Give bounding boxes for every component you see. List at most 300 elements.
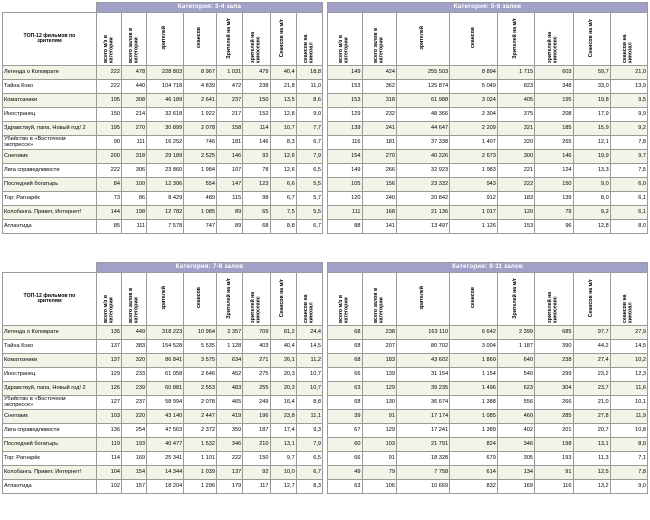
col-header-viewers: зрителей [397, 13, 450, 66]
cell-value: 193 [535, 452, 573, 466]
cell-value: 169 [122, 452, 147, 466]
cell-value: 634 [217, 354, 243, 368]
cell-value: 20,7 [573, 424, 610, 438]
cell-value: 111 [122, 136, 147, 150]
cell-value: 37 338 [397, 136, 450, 150]
cell-value: 126 [96, 382, 121, 396]
cell-value: 137 [96, 354, 121, 368]
cell-value: 8,8 [270, 220, 296, 234]
cell-value: 1 389 [450, 424, 498, 438]
cell-value: 32 923 [397, 164, 450, 178]
table-row [328, 66, 648, 80]
cell-value: 10,1 [610, 396, 647, 410]
cell-value: 405 [497, 94, 534, 108]
film-name: Убийство в «Восточном экспрессе» [3, 136, 97, 150]
cell-value: 65 [243, 206, 270, 220]
cell-value: 36 674 [397, 396, 450, 410]
cell-value: 68 [243, 220, 270, 234]
cell-value: 40,4 [270, 340, 296, 354]
table-row [3, 480, 323, 494]
table-row [3, 396, 323, 410]
cell-value: 107 [217, 164, 243, 178]
cell-value: 823 [497, 80, 534, 94]
cell-value: 318 223 [147, 326, 184, 340]
cell-value: 222 [217, 452, 243, 466]
table-row [3, 150, 323, 164]
cell-value: 96 [535, 220, 573, 234]
cell-value: 39 235 [397, 382, 450, 396]
cell-value: 9,2 [573, 206, 610, 220]
table-row [3, 80, 323, 94]
column-header-row [328, 13, 648, 66]
cell-value: 440 [122, 80, 147, 94]
cell-value: 21,0 [573, 396, 610, 410]
table-row [328, 192, 648, 206]
cell-value: 27,8 [573, 410, 610, 424]
col-header-total-halls: всего залов в категории [122, 273, 147, 326]
cell-value: 111 [328, 206, 363, 220]
cell-value: 91 [362, 452, 397, 466]
cell-value: 12,5 [573, 466, 610, 480]
cell-value: 43 140 [147, 410, 184, 424]
cell-value: 11,6 [610, 382, 647, 396]
cell-value: 66 [328, 368, 363, 382]
table-row [3, 206, 323, 220]
cell-value: 1 860 [450, 354, 498, 368]
cell-value: 14,5 [296, 340, 322, 354]
cell-value: 318 [362, 94, 397, 108]
cell-value: 59,7 [573, 66, 610, 80]
cell-value: 5 049 [450, 80, 498, 94]
cell-value: 685 [535, 326, 573, 340]
cell-value: 6 642 [450, 326, 498, 340]
cell-value: 402 [497, 424, 534, 438]
cell-value: 350 [217, 424, 243, 438]
table-row [3, 220, 323, 234]
cell-value: 86 [122, 192, 147, 206]
table-row [3, 136, 323, 150]
table-row [328, 94, 648, 108]
table-row [328, 136, 648, 150]
cell-value: 1 017 [450, 206, 498, 220]
film-name: Здравствуй, папа, Новый год! 2 [3, 382, 97, 396]
cell-value: 23,7 [573, 382, 610, 396]
cell-value: 16,4 [270, 396, 296, 410]
cell-value: 105 [328, 178, 363, 192]
cell-value: 90 [96, 136, 121, 150]
cell-value: 185 [535, 122, 573, 136]
table-title [3, 273, 97, 326]
cell-value: 116 [328, 136, 363, 150]
cell-value: 2 641 [184, 94, 217, 108]
cell-value: 61 058 [147, 368, 184, 382]
cell-value: 60 881 [147, 382, 184, 396]
cell-value: 1 983 [450, 164, 498, 178]
cell-value: 228 803 [147, 66, 184, 80]
cell-value: 270 [362, 150, 397, 164]
cell-value: 304 [535, 382, 573, 396]
cell-value: 222 [96, 66, 121, 80]
cell-value: 18,8 [296, 66, 322, 80]
film-name: Последний богатырь [3, 438, 97, 452]
cell-value: 198 [535, 438, 573, 452]
table-row [3, 66, 323, 80]
cell-value: 18 204 [147, 480, 184, 494]
cell-value: 300 [497, 150, 534, 164]
table-row [3, 340, 323, 354]
cell-value: 58 994 [147, 396, 184, 410]
cell-value: 7 758 [397, 466, 450, 480]
table-row [328, 368, 648, 382]
table-row [328, 178, 648, 192]
cell-value: 12,6 [270, 164, 296, 178]
cell-value: 146 [535, 150, 573, 164]
cell-value: 91 [362, 410, 397, 424]
cell-value: 210 [243, 438, 270, 452]
cell-value: 187 [243, 424, 270, 438]
cell-value: 214 [122, 108, 147, 122]
table-row [328, 396, 648, 410]
cell-value: 104 [96, 466, 121, 480]
film-name: Легенда о Коловрате [3, 66, 97, 80]
cell-value: 60 [328, 438, 363, 452]
cell-value: 1 126 [450, 220, 498, 234]
cell-value: 106 [362, 480, 397, 494]
film-name: Атлантида [3, 220, 97, 234]
cell-value: 183 [362, 354, 397, 368]
cell-value: 40 226 [397, 150, 450, 164]
cell-value: 19,8 [573, 94, 610, 108]
cell-value: 554 [184, 178, 217, 192]
cell-value: 20,3 [270, 368, 296, 382]
table-row [3, 424, 323, 438]
cell-value: 3 575 [184, 354, 217, 368]
cell-value: 233 [122, 368, 147, 382]
cell-value: 85 [96, 220, 121, 234]
cell-value: 285 [535, 410, 573, 424]
table-row [3, 382, 323, 396]
cell-value: 78 [243, 164, 270, 178]
cell-value: 193 [122, 438, 147, 452]
table-title-line1: ТОП-12 фильмов по [23, 32, 76, 39]
cell-value: 163 110 [397, 326, 450, 340]
cell-value: 40 477 [147, 438, 184, 452]
cell-value: 27,9 [610, 326, 647, 340]
cell-value: 139 [328, 122, 363, 136]
cell-value: 100 [122, 178, 147, 192]
cell-value: 79 [362, 466, 397, 480]
cell-value: 465 [217, 396, 243, 410]
cell-value: 49 [328, 466, 363, 480]
cell-value: 362 [362, 80, 397, 94]
col-header-viewers-per-mz: Зрителей на м/г [497, 13, 534, 66]
table-title-line2: зрителям [37, 298, 62, 305]
cell-value: 472 [217, 80, 243, 94]
cell-value: 10,2 [610, 354, 647, 368]
table-5-6-zalov [327, 2, 648, 234]
panel-5-6-zalov [325, 0, 650, 260]
table-row [3, 108, 323, 122]
cell-value: 61 988 [397, 94, 450, 108]
cell-value: 238 [243, 80, 270, 94]
cell-value: 348 [535, 80, 573, 94]
cell-value: 2 209 [450, 122, 498, 136]
cell-value: 2 078 [184, 122, 217, 136]
cell-value: 18 328 [397, 452, 450, 466]
col-header-screenings: сеансов [184, 273, 217, 326]
cell-value: 21 136 [397, 206, 450, 220]
col-header-total-halls: всего залов в категории [122, 13, 147, 66]
cell-value: 3 024 [450, 94, 498, 108]
cell-value: 1 085 [450, 410, 498, 424]
col-header-total-mz: всего м/з в категории [328, 273, 363, 326]
cell-value: 424 [362, 66, 397, 80]
cell-value: 237 [122, 396, 147, 410]
cell-value: 154 [328, 150, 363, 164]
cell-value: 195 [96, 122, 121, 136]
cell-value: 32 618 [147, 108, 184, 122]
cell-value: 13,3 [573, 164, 610, 178]
cell-value: 346 [497, 438, 534, 452]
cell-value: 8 429 [147, 192, 184, 206]
cell-value: 152 [243, 108, 270, 122]
cell-value: 556 [497, 396, 534, 410]
cell-value: 2 646 [184, 368, 217, 382]
cell-value: 9,2 [610, 122, 647, 136]
cell-value: 68 [328, 326, 363, 340]
cell-value: 104 718 [147, 80, 184, 94]
col-header-screenings: сеансов [184, 13, 217, 66]
film-name: Тор: Рагнарёк [3, 452, 97, 466]
cell-value: 89 [217, 220, 243, 234]
cell-value: 1 922 [184, 108, 217, 122]
cell-value: 26,1 [270, 354, 296, 368]
table-row [328, 80, 648, 94]
cell-value: 144 [96, 206, 121, 220]
cell-value: 2 357 [217, 326, 243, 340]
cell-value: 21,8 [270, 80, 296, 94]
table-title-line1: ТОП-12 фильмов по [23, 292, 76, 299]
cell-value: 31 154 [397, 368, 450, 382]
table-row [3, 438, 323, 452]
cell-value: 181 [217, 136, 243, 150]
film-name: Лига справедливости [3, 164, 97, 178]
cell-value: 4 839 [184, 80, 217, 94]
col-header-total-mz: всего м/з в категории [328, 13, 363, 66]
cell-value: 240 [362, 192, 397, 206]
cell-value: 1 031 [217, 66, 243, 80]
cell-value: 168 [362, 206, 397, 220]
table-row [328, 452, 648, 466]
cell-value: 23,8 [270, 410, 296, 424]
cell-value: 156 [362, 178, 397, 192]
cell-value: 1 128 [217, 340, 243, 354]
cell-value: 265 [535, 136, 573, 150]
spacer-cell [3, 263, 97, 273]
cell-value: 46 189 [147, 94, 184, 108]
cell-value: 89 [217, 206, 243, 220]
cell-value: 7 578 [147, 220, 184, 234]
col-header-screenings-per-hall: сеансов на кинозал [296, 13, 322, 66]
cell-value: 241 [362, 122, 397, 136]
cell-value: 275 [243, 368, 270, 382]
cell-value: 68 [328, 354, 363, 368]
cell-value: 266 [535, 396, 573, 410]
cell-value: 603 [535, 66, 573, 80]
cell-value: 217 [217, 108, 243, 122]
cell-value: 117 [243, 480, 270, 494]
table-3-4-zala [2, 2, 323, 234]
cell-value: 2 078 [184, 396, 217, 410]
category-header-row [3, 263, 323, 273]
cell-value: 150 [243, 94, 270, 108]
table-row [328, 220, 648, 234]
cell-value: 270 [122, 122, 147, 136]
cell-value: 10,7 [296, 368, 322, 382]
cell-value: 12,1 [573, 136, 610, 150]
cell-value: 13,5 [270, 94, 296, 108]
cell-value: 129 [362, 424, 397, 438]
cell-value: 318 [122, 150, 147, 164]
category-header-row [3, 3, 323, 13]
cell-value: 154 528 [147, 340, 184, 354]
cell-value: 135 [96, 326, 121, 340]
col-header-viewers-per-screening: зрителей на киносеанс [535, 13, 573, 66]
cell-value: 154 [122, 466, 147, 480]
cell-value: 832 [450, 480, 498, 494]
col-header-screenings-per-mz: Сеансов на м/г [573, 13, 610, 66]
cell-value: 195 [96, 94, 121, 108]
cell-value: 9,0 [573, 178, 610, 192]
cell-value: 10,7 [270, 122, 296, 136]
cell-value: 943 [450, 178, 498, 192]
cell-value: 1 984 [184, 164, 217, 178]
cell-value: 29 189 [147, 150, 184, 164]
cell-value: 403 [243, 340, 270, 354]
cell-value: 746 [184, 136, 217, 150]
cell-value: 1 407 [450, 136, 498, 150]
cell-value: 16 252 [147, 136, 184, 150]
cell-value: 1 085 [184, 206, 217, 220]
cell-value: 13,1 [573, 438, 610, 452]
cell-value: 271 [243, 354, 270, 368]
cell-value: 27,4 [573, 354, 610, 368]
cell-value: 11,3 [573, 452, 610, 466]
cell-value: 198 [122, 206, 147, 220]
cell-value: 63 [328, 480, 363, 494]
cell-value: 5 535 [184, 340, 217, 354]
cell-value: 222 [96, 164, 121, 178]
cell-value: 153 [328, 80, 363, 94]
table-row [328, 382, 648, 396]
cell-value: 6,0 [610, 178, 647, 192]
cell-value: 158 [217, 122, 243, 136]
film-name: Колобанга. Привет, Интернет! [3, 206, 97, 220]
cell-value: 79 [535, 206, 573, 220]
cell-value: 9,7 [270, 452, 296, 466]
cell-value: 125 874 [397, 80, 450, 94]
table-row [3, 466, 323, 480]
cell-value: 13,2 [573, 480, 610, 494]
cell-value: 9,9 [610, 108, 647, 122]
cell-value: 20,3 [270, 382, 296, 396]
col-header-screenings-per-hall: сеансов на кинозал [610, 13, 647, 66]
cell-value: 12,8 [573, 220, 610, 234]
cell-value: 220 [122, 410, 147, 424]
cell-value: 103 [96, 410, 121, 424]
column-header-row [3, 13, 323, 66]
cell-value: 12,7 [270, 480, 296, 494]
cell-value: 449 [122, 326, 147, 340]
cell-value: 2 399 [497, 326, 534, 340]
cell-value: 1 388 [450, 396, 498, 410]
cell-value: 266 [362, 164, 397, 178]
cell-value: 7,7 [296, 122, 322, 136]
cell-value: 237 [217, 94, 243, 108]
table-row [3, 164, 323, 178]
cell-value: 33,0 [573, 80, 610, 94]
table-row [328, 424, 648, 438]
cell-value: 114 [96, 452, 121, 466]
cell-value: 6,5 [296, 452, 322, 466]
cell-value: 14 344 [147, 466, 184, 480]
cell-value: 7,5 [270, 206, 296, 220]
cell-value: 66 [328, 452, 363, 466]
cell-value: 419 [217, 410, 243, 424]
panel-7-8-zalov [0, 260, 325, 520]
panel-3-4-zala [0, 0, 325, 260]
cell-value: 124 [535, 164, 573, 178]
cell-value: 6,7 [296, 466, 322, 480]
table-row [3, 354, 323, 368]
cell-value: 68 [328, 396, 363, 410]
cell-value: 6,1 [610, 206, 647, 220]
cell-value: 127 [96, 396, 121, 410]
col-header-viewers-per-screening: зрителей на киносеанс [243, 273, 270, 326]
table-row [328, 108, 648, 122]
cell-value: 81,2 [270, 326, 296, 340]
film-name: Колобанга. Привет, Интернет! [3, 466, 97, 480]
cell-value: 540 [497, 368, 534, 382]
cell-value: 88 [328, 220, 363, 234]
col-header-viewers-per-mz: Зрителей на м/г [217, 273, 243, 326]
col-header-screenings-per-mz: Сеансов на м/г [270, 13, 296, 66]
table-row [3, 192, 323, 206]
cell-value: 7,1 [610, 452, 647, 466]
cell-value: 23,2 [573, 368, 610, 382]
table-row [328, 438, 648, 452]
cell-value: 8 967 [184, 66, 217, 80]
cell-value: 483 [217, 382, 243, 396]
cell-value: 6,5 [296, 164, 322, 178]
film-name: Здравствуй, папа, Новый год! 2 [3, 122, 97, 136]
cell-value: 6,7 [270, 192, 296, 206]
cell-value: 150 [243, 452, 270, 466]
cell-value: 12 306 [147, 178, 184, 192]
cell-value: 1 715 [497, 66, 534, 80]
cell-value: 115 [217, 192, 243, 206]
cell-value: 232 [362, 108, 397, 122]
cell-value: 9,5 [610, 94, 647, 108]
cell-value: 146 [217, 150, 243, 164]
cell-value: 6,1 [610, 192, 647, 206]
cell-value: 479 [243, 66, 270, 80]
table-row [328, 122, 648, 136]
cell-value: 179 [217, 480, 243, 494]
cell-value: 39 [328, 410, 363, 424]
cell-value: 222 [497, 178, 534, 192]
cell-value: 2 447 [184, 410, 217, 424]
